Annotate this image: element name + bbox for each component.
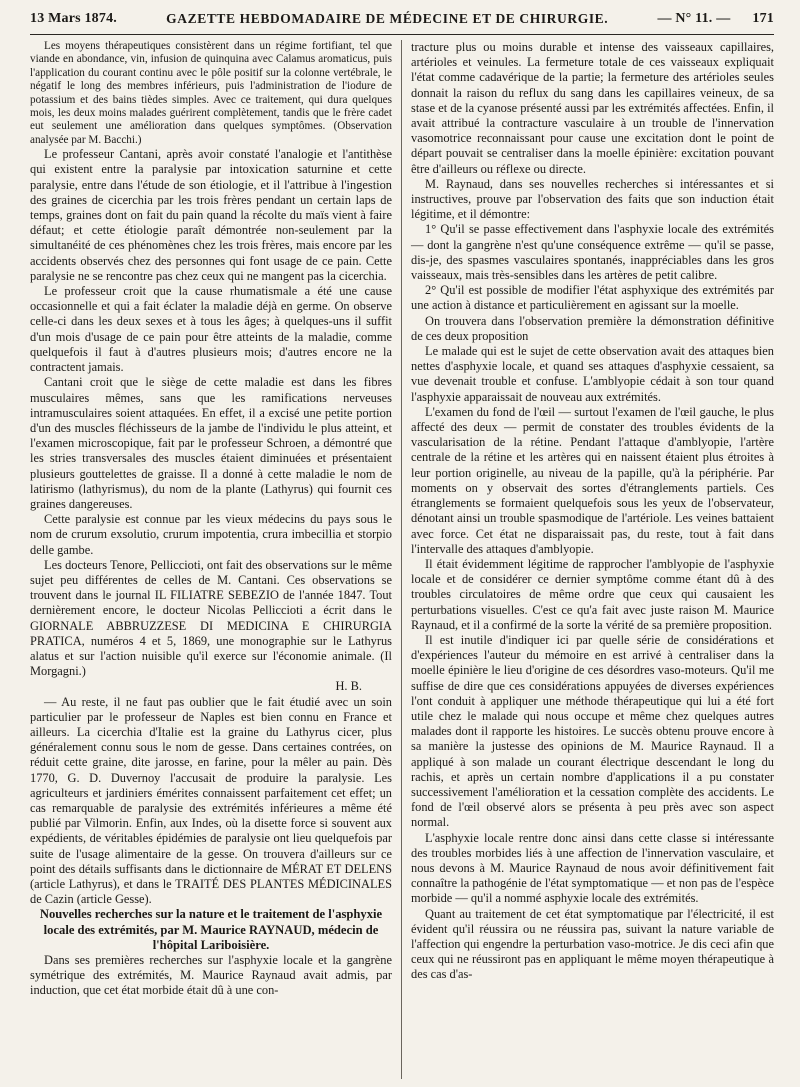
paragraph: Quant au traitement de cet état symptomatique par l'électricité, il est évident qu'il réussira ou ne réussira pas, suivant la nature variable de l'affection qui engendre la perturbation vaso-motrice. Je dis ceci afin que ceux qui ne réussiront pas en appliquant le même moyen thérapeutique à des cas d'as- bbox=[411, 906, 774, 982]
paragraph: Dans ses premières recherches sur l'asphyxie locale et la gangrène symétrique des extrémités, M. Maurice Raynaud avait admis, par induction, que cet état morbide était dû à une con- bbox=[30, 953, 392, 998]
paragraph: On trouvera dans l'observation première la démonstration définitive de ces deux proposition bbox=[411, 313, 774, 343]
paragraph: L'examen du fond de l'œil — surtout l'examen de l'œil gauche, le plus affecté des deux — permit de constater des troubles évidents de la vascularisation de la rétine. Pendant l'attaque d'amblyopie, l'artère centrale de la rétine et les artères qui en naissent étaient plus étroites à leur portion originelle, au niveau de la papille, qu'à la périphérie. Par moments on y observait des sortes d'étranglements partiels. Ces étranglements se formaient quelquefois sous les yeux de l'observateur, dénotant ainsi un trouble spasmodique de l'artériole. Les veines battaient avec force. Cet état ne disparaissait pas, du reste, tout à fait dans l'intervalle des attaques d'amblyopie. bbox=[411, 404, 774, 556]
paragraph: 1° Qu'il se passe effectivement dans l'asphyxie locale des extrémités — dont la gangrène n'est qu'une conséquence extrême — qu'il se passe, dis-je, des spasmes vasculaires spontanés, inappréciables dans les gros vaisseaux, mais très-sensibles dans les artères de petit calibre. bbox=[411, 222, 774, 283]
paragraph: 2° Qu'il est possible de modifier l'état asphyxique des extrémités par une action à distance et particulièrement en agissant sur la moelle. bbox=[411, 283, 774, 313]
signature: H. B. bbox=[335, 679, 362, 694]
page-header bbox=[30, 4, 774, 35]
paragraph: Le malade qui est le sujet de cette observation avait des attaques bien nettes d'asphyxie locale, et quand ses attaques d'asphyxie cessaient, sa vue devenait trouble et confuse. L'amblyopie cédait à son tour quand l'asphyxie apparaissait de nouveau aux extrémités. bbox=[411, 344, 774, 404]
paragraph: Cette paralysie est connue par les vieux médecins du pays sous le nom de crurum exsolutio, crurum impotentia, crura imbecillia et storpio delle gambe. bbox=[30, 512, 392, 557]
paragraph: Le professeur croit que la cause rhumatismale a été une cause occasionnelle et qui a fait éclater la maladie déjà en germe. On observe celle-ci dans les deux sexes et à tous les âges; à quelques-uns il suffit d'un mois d'usage de ce pain pour être atteints de la maladie, comme quelquefois il faut à d'autres plusieurs mois; d'autres encore ne la contractent jamais. bbox=[30, 284, 392, 375]
left-column bbox=[30, 40, 402, 1079]
paragraph: tracture plus ou moins durable et intense des vaisseaux capillaires, artérioles et veinules. La fermeture totale de ces vaisseaux expliquait l'état comme cadavérique de la partie; la fermeture des artérioles seules donnait la raison du reflux du sang dans les capillaires veineux, de sa stase et de la cyanose présenté aussi par les extrémités affectées. Enfin, il avait attribué la contracture vasculaire à un trouble de l'innervation vasomotrice reconnaissant pour cause une excitation dont le point de départ pouvait se centraliser dans la moelle épinière: excitation pouvant être d'ailleurs ou réflexe ou directe. bbox=[411, 40, 774, 176]
section-title: Nouvelles recherches sur la nature et le traitement de l'asphyxie locale des extrémités, par M. Maurice RAYNAUD, médecin de l'hôpital Lariboisière. bbox=[39, 907, 383, 952]
paragraph: — Au reste, il ne faut pas oublier que le fait étudié avec un soin particulier par le professeur de Naples est bien connu en France et ailleurs. La cicerchia d'Italie est la graine du Lathyrus cicer, plus généralement connu sous le nom de gesse. Dans certaines contrées, on réduit cette graine, dite jarosse, en farine, pour la mêler au pain. Dès 1770, G. D. Duvernoy l'accusait de produire la paralysie. Les agriculteurs et jardiniers émérites connaissent parfaitement cet effet; un cas remarquable de paralysie des extrémités inférieures a même été publié par Vilmorin. Enfin, aux Indes, où la disette force si souvent aux expédients, de véritables épidémies de paralysie ont lieu quelquefois par suite de l'usage alimentaire de la gesse. On trouvera d'ailleurs sur ce point des détails suffisants dans le dictionnaire de MÉRAT ET DELENS (article Lathyrus), et dans le TRAITÉ DES PLANTES MÉDICINALES de Cazin (article Gesse). bbox=[30, 694, 392, 907]
journal-title: GAZETTE HEBDOMADAIRE DE MÉDECINE ET DE CHIRURGIE. bbox=[166, 11, 609, 26]
header-right bbox=[657, 11, 774, 27]
paragraph: Les docteurs Tenore, Pelliccioti, ont fait des observations sur le même sujet peu différentes de celles de M. Cantani. Ces observations se trouvent dans le journal IL FILIATRE SEBEZIO de l'année 1847. Tout dernièrement encore, le docteur Nicolas Pelliccioti a écrit dans le GIORNALE ABBRUZZESE DI MEDICINA E CHIRURGIA PRATICA, numéros 4 et 5, 1869, une monographie sur le Lathyrus alatus et sur l'action nuisible qu'il exerce sur l'économie animale. (Il Morgagni.) bbox=[30, 557, 392, 679]
header-date: 13 Mars 1874. bbox=[30, 11, 117, 26]
paragraph: Cantani croit que le siège de cette maladie est dans les fibres musculaires mêmes, sans que les ramifications nerveuses intramusculaires soient attaquées. En effet, il a excisé une petite portion d'un des muscles fléchisseurs de la jambe de l'individu le plus atteint, et l'examen microscopique, fait par le professeur Schroen, a démontré que les stries transversales des muscles étaient diminuées et présentaient plusieurs gouttelettes de graisse. Il a donné à cette maladie le nom de latirismo (lathyrismus), du nom de la plante (Lathyrus) qui fournit ces graines dangereuses. bbox=[30, 375, 392, 511]
page-number: 171 bbox=[752, 11, 774, 26]
right-column bbox=[402, 40, 774, 1079]
article-columns bbox=[30, 40, 774, 1079]
paragraph: Les moyens thérapeutiques consistèrent dans un régime fortifiant, tel que viande en abondance, vin, infusion de quinquina avec Calamus aromaticus, puis l'application du courant continu avec le pôle positif sur la colonne vertébrale, le négatif le long des membres inférieurs, puis l'administration de l'iodure de potassium et des bains tièdes simples. Avec ce traitement, qui dura quelques mois, les deux moins malades guérirent complètement, tandis que le frère cadet eut seulement une amélioration dans quelques symptômes. (Observation analysée par M. Bacchi.) bbox=[30, 40, 392, 146]
issue-number: — N° 11. — bbox=[657, 11, 731, 26]
paragraph: L'asphyxie locale rentre donc ainsi dans cette classe si intéressante des troubles morbides liés à une affection de l'innervation vasculaire, et nous devons à M. Maurice Raynaud de nous avoir définitivement fait connaître la pathogénie de l'état symptomatique — et non pas de l'espèce morbide — qu'il a nommé asphyxie locale des extrémités. bbox=[411, 830, 774, 906]
paragraph: Il est inutile d'indiquer ici par quelle série de considérations et d'expériences l'auteur du mémoire en est arrivé à centraliser dans la moelle épinière le lieu d'origine de ces désordres vaso-moteurs. Qu'il me suffise de dire que ces considérations appuyées de diverses expériences l'ont conduit à appliquer une méthode thérapeutique qui lui a été fort utile chez le malade qui nous occupe et même chez quelques autres malades dont il rapporte les histoires. Le succès obtenu prouve encore à sa manière la justesse des opinions de M. Maurice Raynaud. Il a appliqué à son malade un courant électrique descendant le long du rachis, et après un certain nombre d'applications il a pu constater successivement l'amélioration et la cessation complète des accidents. Le fond de l'œil observé alors se présenta à peu près avec son aspect normal. bbox=[411, 632, 774, 830]
paragraph: Le professeur Cantani, après avoir constaté l'analogie et l'antithèse qui existent entre la paralysie par intoxication saturnine et cette paralysie, entre dans l'étude de son étiologie, et il l'attribue à l'ingestion des graines de cicerchia par les trois frères pendant un certain laps de temps, graines dont on fait du pain quand la récolte du maïs vient à faire défaut; et cette étiologie paraît démontrée non-seulement par la simultanéité de ces phénomènes chez les trois frères, mais encore par les accidents observés chez des personnes qui font usage de ce pain. Cette paralysie ne se rencontre pas chez ceux qui ne mangent pas la cicerchia. bbox=[30, 147, 392, 283]
paragraph: Il était évidemment légitime de rapprocher l'amblyopie de l'asphyxie locale et de considérer ce dernier symptôme comme étant dû à des troubles circulatoires de même ordre que ceux qui causaient les perturbations visuelles. C'est ce qu'a fait avec juste raison M. Maurice Raynaud, et il a confirmé de la sorte la vérité de sa première proposition. bbox=[411, 556, 774, 632]
paragraph: M. Raynaud, dans ses nouvelles recherches si intéressantes et si instructives, prouve par l'observation des faits que son induction était légitime, et il démontre: bbox=[411, 176, 774, 222]
